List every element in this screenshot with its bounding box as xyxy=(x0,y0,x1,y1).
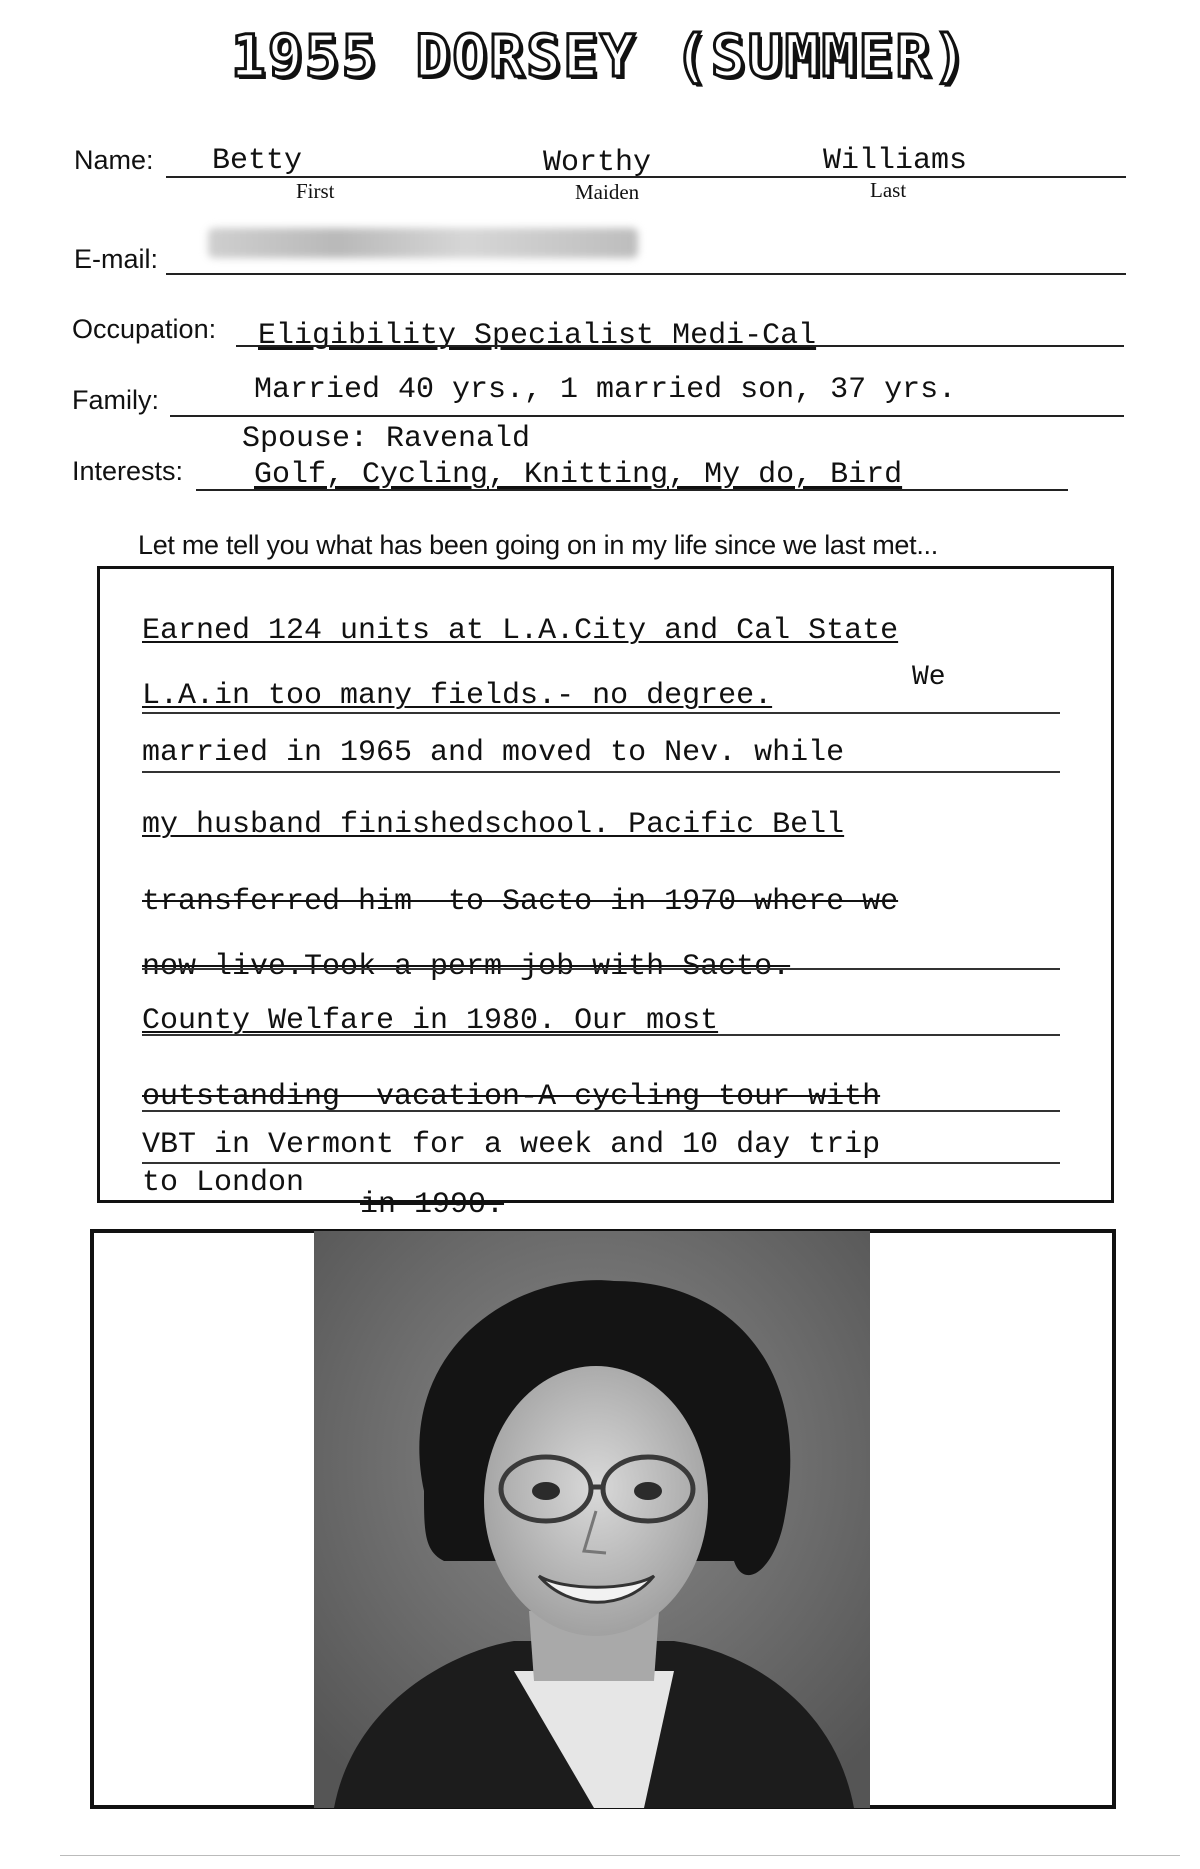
story-line-4: my husband finishedschool. Pacific Bell xyxy=(142,808,845,842)
story-line-3: married in 1965 and moved to Nev. while xyxy=(142,736,845,770)
email-line xyxy=(166,273,1126,275)
story-line-5: transferred him to Sacto in 1970 where we xyxy=(142,885,899,919)
story-line-1: Earned 124 units at L.A.City and Cal State xyxy=(142,614,899,648)
name-label: Name: xyxy=(74,145,154,175)
occupation-line xyxy=(236,345,1124,347)
story-rule xyxy=(142,1034,1060,1036)
occupation-value: Eligibility Specialist Medi-Cal xyxy=(258,319,817,353)
bottom-rule xyxy=(60,1855,1180,1856)
story-rule xyxy=(142,771,1060,773)
story-line-11: in 1990. xyxy=(360,1188,505,1222)
last-caption: Last xyxy=(870,178,907,202)
story-line-8: outstanding vacation-A cycling tour with xyxy=(142,1080,881,1114)
interests-line xyxy=(196,489,1068,491)
email-label: E-mail: xyxy=(74,244,159,274)
story-rule xyxy=(142,968,1060,970)
maiden-caption: Maiden xyxy=(575,180,640,204)
email-value-redacted xyxy=(208,228,638,258)
story-line-7: County Welfare in 1980. Our most xyxy=(142,1004,719,1038)
family-value: Married 40 yrs., 1 married son, 37 yrs. xyxy=(254,373,957,407)
story-line-2: L.A.in too many fields.- no degree. xyxy=(142,679,773,713)
story-inserted-word: We xyxy=(912,662,946,693)
story-rule xyxy=(142,1110,1060,1112)
family-label: Family: xyxy=(72,385,159,415)
story-rule xyxy=(142,1162,1060,1164)
portrait-illustration xyxy=(314,1231,870,1808)
maiden-name: Worthy xyxy=(543,146,652,180)
story-line-10: to London xyxy=(142,1166,305,1200)
story-line-6: now live.Took a perm job with Sacto. xyxy=(142,950,791,984)
first-caption: First xyxy=(296,179,335,203)
story-lead: Let me tell you what has been going on in my life since we last met... xyxy=(138,530,938,560)
interests-value: Golf, Cycling, Knitting, My do, Bird xyxy=(254,458,903,492)
portrait-photo xyxy=(314,1231,870,1808)
first-name: Betty xyxy=(212,144,303,178)
spouse-value: Spouse: Ravenald xyxy=(242,422,531,456)
occupation-label: Occupation: xyxy=(72,314,217,344)
page-title: 1955 DORSEY (SUMMER) xyxy=(230,22,970,90)
story-rule xyxy=(142,712,1060,714)
last-name: Williams xyxy=(823,144,968,178)
family-line xyxy=(170,415,1124,417)
interests-label: Interests: xyxy=(72,456,184,486)
story-line-9: VBT in Vermont for a week and 10 day trip xyxy=(142,1128,881,1162)
